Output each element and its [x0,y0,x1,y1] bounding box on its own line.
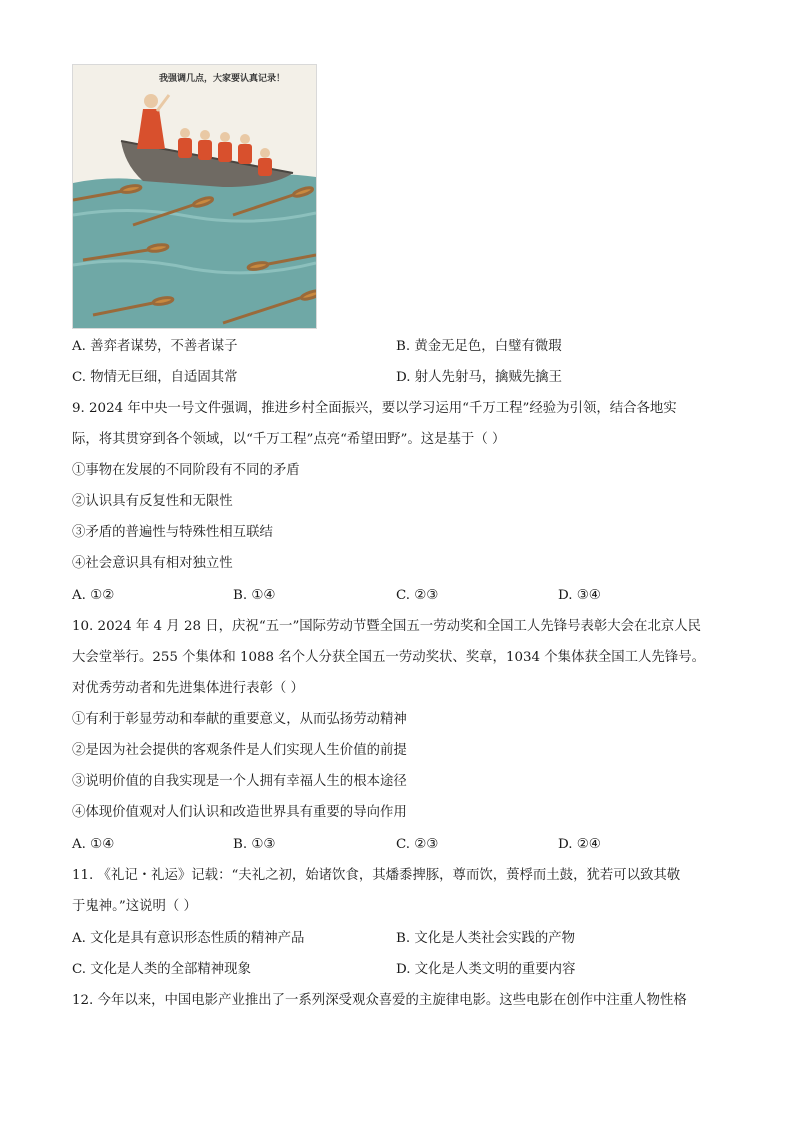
q10-statement-1: ①有利于彰显劳动和奉献的重要意义，从而弘扬劳动精神 [72,712,407,727]
q9-option-c: C. ②③ [396,588,439,603]
q9-statement-1: ①事物在发展的不同阶段有不同的矛盾 [72,463,300,478]
q10-option-d: D. ②④ [558,837,601,852]
q8-option-b: B. 黄金无足色，白璧有微瑕 [396,339,562,354]
q10-statement-4: ④体现价值观对人们认识和改造世界具有重要的导向作用 [72,805,407,820]
q9-statement-2: ②认识具有反复性和无限性 [72,494,233,509]
q11-option-a: A. 文化是具有意识形态性质的精神产品 [72,931,305,946]
q11-stem-line2: 于鬼神。”这说明（ ） [72,899,197,914]
q10-option-a: A. ①④ [72,837,115,852]
q11-option-d: D. 文化是人类文明的重要内容 [396,962,576,977]
q11-option-c: C. 文化是人类的全部精神现象 [72,962,251,977]
cartoon-caption: 我强调几点，大家要认真记录！ [159,74,286,84]
q9-option-d: D. ③④ [558,588,601,603]
q9-stem-line2: 际，将其贯穿到各个领域，以“千万工程”点亮“希望田野”。这是基于（ ） [72,432,506,447]
cartoon-boat-image [73,65,316,328]
q11-stem-line1: 11. 《礼记・礼运》记载：“夫礼之初，始诸饮食，其燔黍捭豚，尊而饮，蒉桴而土鼓，犹若可以致其敬 [72,868,681,883]
q8-option-d: D. 射人先射马，擒贼先擒王 [396,370,563,385]
q10-statement-3: ③说明价值的自我实现是一个人拥有幸福人生的根本途径 [72,774,407,789]
q10-stem-line3: 对优秀劳动者和先进集体进行表彰（ ） [72,681,304,696]
q9-option-b: B. ①④ [233,588,276,603]
q9-option-a: A. ①② [72,588,115,603]
q10-stem-line2: 大会堂举行。255 个集体和 1088 名个人分获全国五一劳动奖状、奖章，1034 个集体获全国工人先锋号。 [72,650,705,665]
q9-stem-line1: 9. 2024 年中央一号文件强调，推进乡村全面振兴，要以学习运用“千万工程”经验为引领，结合各地实 [72,401,677,416]
q12-stem-line1: 12. 今年以来，中国电影产业推出了一系列深受观众喜爱的主旋律电影。这些电影在创作中注重人物性格 [72,993,687,1008]
q10-stem-line1: 10. 2024 年 4 月 28 日，庆祝“五一”国际劳动节暨全国五一劳动奖和全国工人先锋号表彰大会在北京人民 [72,619,702,634]
q10-statement-2: ②是因为社会提供的客观条件是人们实现人生价值的前提 [72,743,407,758]
q8-option-c: C. 物情无巨细，自适固其常 [72,370,238,385]
q10-option-b: B. ①③ [233,837,276,852]
q11-option-b: B. 文化是人类社会实践的产物 [396,931,576,946]
q9-statement-3: ③矛盾的普遍性与特殊性相互联结 [72,525,273,540]
cartoon-image [72,64,317,329]
q10-option-c: C. ②③ [396,837,439,852]
q9-statement-4: ④社会意识具有相对独立性 [72,556,233,571]
q8-option-a: A. 善弈者谋势，不善者谋子 [72,339,238,354]
